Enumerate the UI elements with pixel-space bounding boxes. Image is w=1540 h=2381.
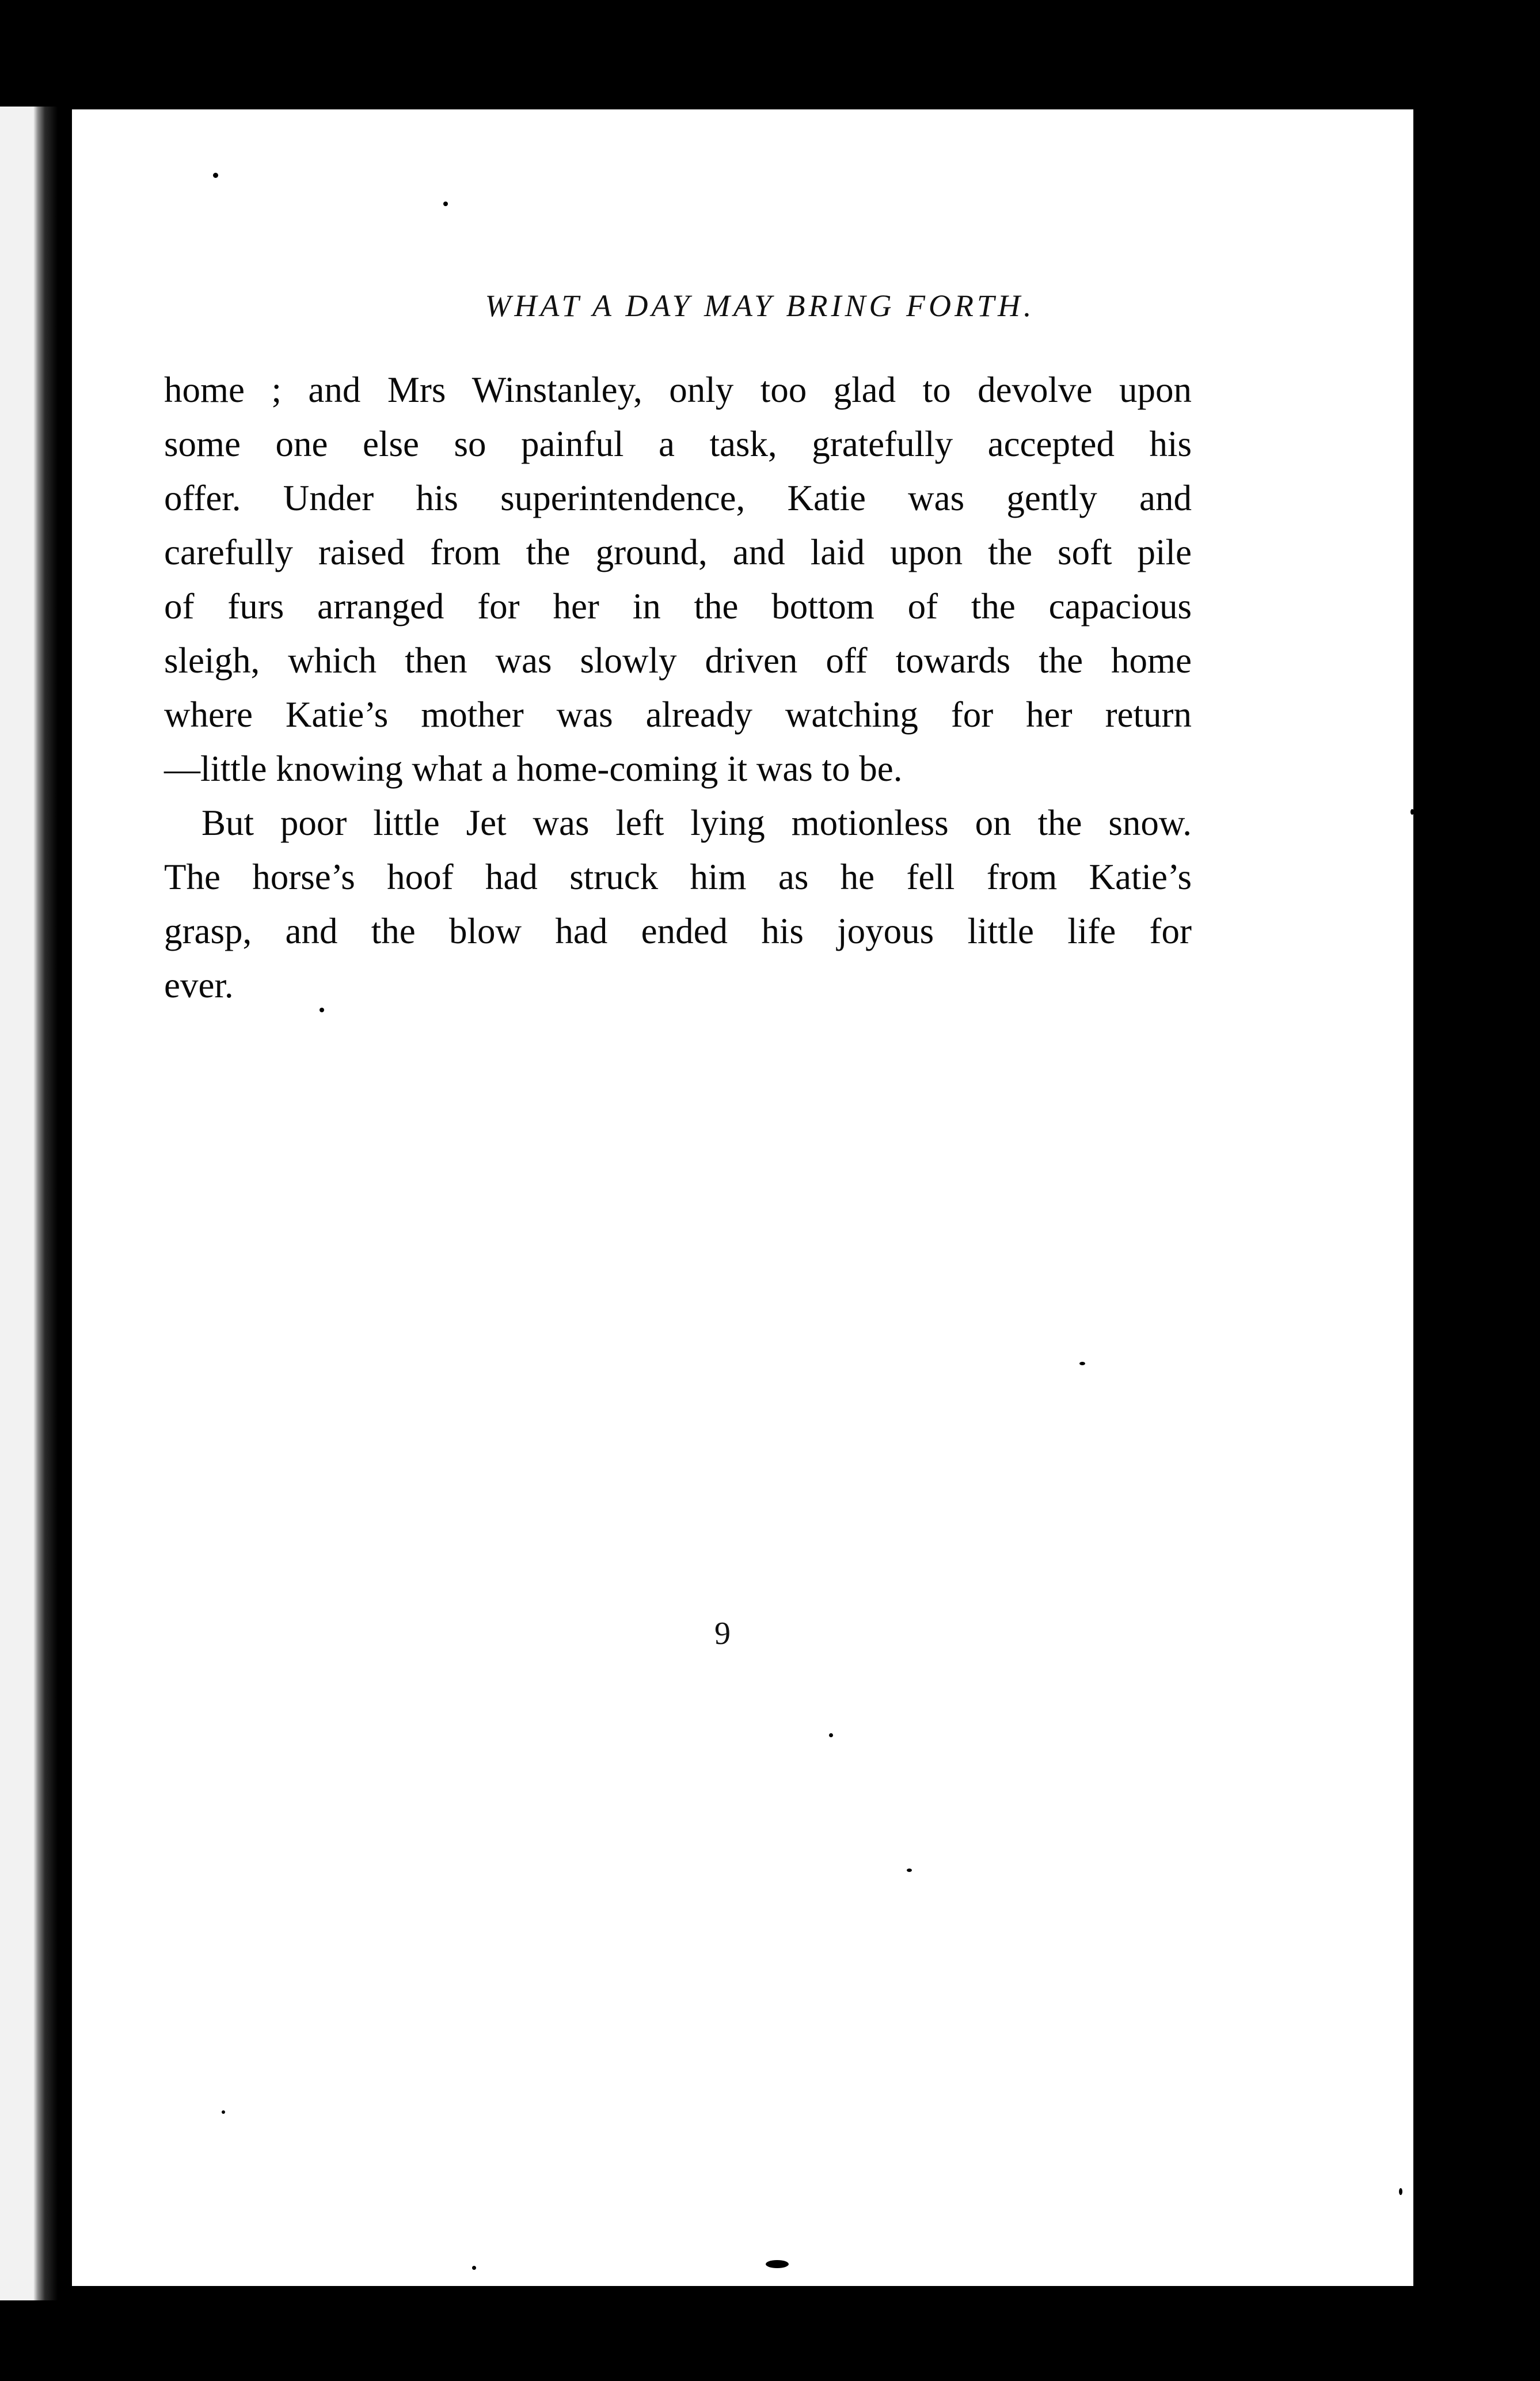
text-line: offer. Under his superintendence, Katie was gently and — [164, 478, 1192, 518]
speck — [443, 202, 448, 206]
speck — [1410, 809, 1414, 815]
text-line: home ; and Mrs Winstanley, only too glad to devolve upon — [164, 370, 1192, 410]
text-line: The horse’s hoof had struck him as he fell from Katie’s — [164, 857, 1192, 897]
speck — [907, 1869, 912, 1872]
speck — [766, 2260, 789, 2268]
text-line: sleigh, which then was slowly driven off towards the home — [164, 640, 1192, 681]
running-head: WHAT A DAY MAY BRING FORTH. — [485, 288, 1035, 323]
speck — [320, 1008, 324, 1012]
speck — [1422, 190, 1427, 195]
text-line: where Katie’s mother was already watching for her return — [164, 694, 1192, 735]
page-number: 9 — [714, 1616, 731, 1651]
text-line: ever. — [164, 965, 234, 1005]
speck — [829, 1733, 833, 1737]
speck — [222, 2110, 225, 2114]
text-line: grasp, and the blow had ended his joyous little life for — [164, 911, 1192, 951]
text-line: some one else so painful a task, gratefully accepted his — [164, 424, 1192, 464]
speck — [1399, 2188, 1402, 2195]
speck — [472, 2266, 476, 2270]
speck — [213, 173, 218, 178]
text-line: But poor little Jet was left lying motionless on the snow. — [201, 803, 1192, 843]
text-line: of furs arranged for her in the bottom of the capacious — [164, 586, 1192, 626]
text-line: —little knowing what a home-coming it was to be. — [164, 749, 903, 789]
speck — [1079, 1362, 1085, 1365]
text-line: carefully raised from the ground, and laid upon the soft pile — [164, 532, 1192, 572]
